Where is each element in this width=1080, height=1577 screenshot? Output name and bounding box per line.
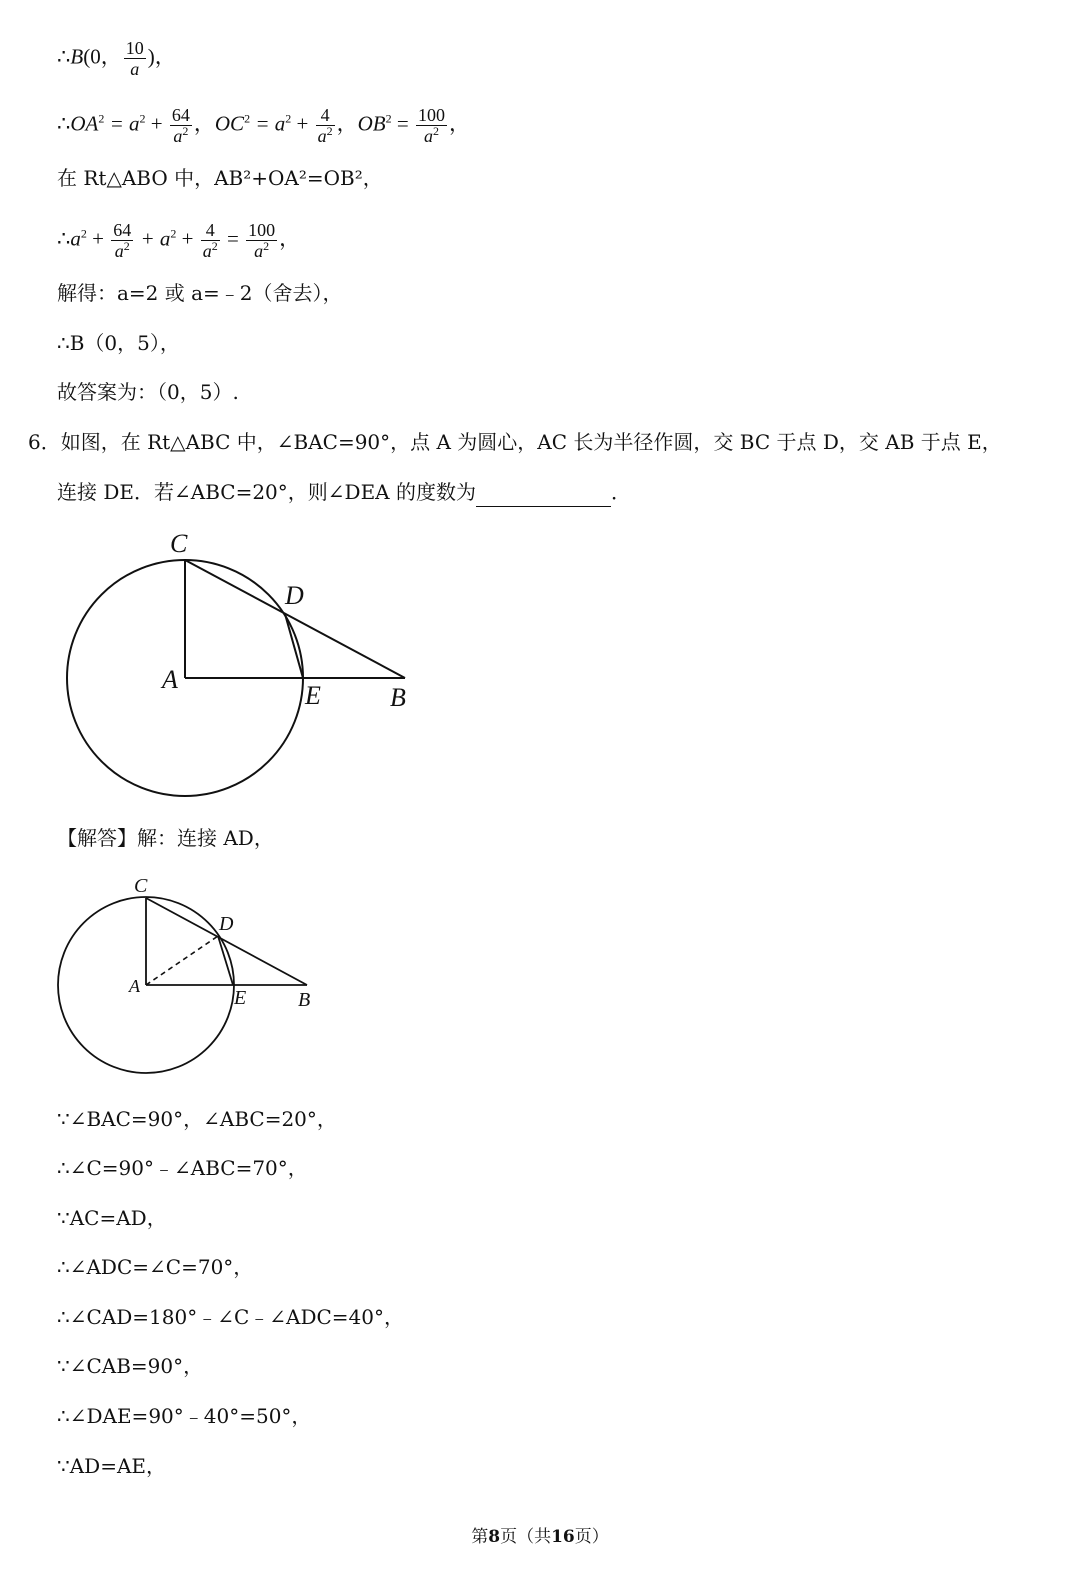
line-equation: $\therefore a^2$ + $\frac{64}{a^2}$ + $a^2$ + $\frac{4}{a^2}$ = $\frac{100}{a^2}$ ， [57,220,301,261]
answer-intro: 【解答】解：连接 AD， [57,826,274,850]
plus: + [291,111,314,136]
answer-blank [476,484,611,507]
page-footer [0,1522,1080,1547]
footer-suffix: 页） [574,1527,609,1547]
separator: ， [336,111,358,136]
question-text: 如图，在 Rt△ABC 中，∠BAC=90°，点 A 为圆心，AC 长为半径作圆，交 BC 于点 D，交 AB 于点 E， [60,430,1002,454]
a: a [70,226,81,251]
question-text: 连接 DE．若∠ABC=20°，则∠DEA 的度数为 [57,480,476,504]
therefore-symbol: ∴ [57,226,71,251]
plus: + [176,226,199,251]
numerator: 4 [316,105,335,126]
label-c: C [170,529,188,558]
fraction-4-over-a2: $\frac{4}{a^2}$ [202,220,218,261]
line-distances: $\therefore OA^2 = a^2$ + $\frac{64}{a^2}$ ，$OC^2 = a^2$ + $\frac{4}{a^2}$ ，$OB^2$ = $\frac{100}{a^2}$ ， [57,105,470,146]
footer-total-pages: 16 [551,1527,575,1547]
segment-cb [185,560,405,678]
line-b-result: ∴B（0，5）， [57,331,180,355]
fraction-64-over-a2: $\frac{64}{a^2}$ [113,220,132,261]
solution-step-1: ∵∠BAC=90°，∠ABC=20°， [57,1107,337,1131]
therefore-symbol: ∴ [57,44,71,69]
line-answer: 故答案为：（0，5）. [57,380,239,404]
numerator: 100 [417,105,445,125]
fraction-4-over-a2: $\frac{4}{a^2}$ [317,105,333,146]
question-end: ． [610,480,631,504]
solution-step-5: ∴∠CAD=180°﹣∠C﹣∠ADC=40°， [57,1305,405,1329]
denominator: a [202,241,212,261]
solution-step-4: ∴∠ADC=∠C=70°， [57,1255,254,1279]
open-paren: (0， [83,44,122,69]
question-6-line-1 [28,427,1002,457]
eq: = [221,226,245,251]
question-number: 6． [28,430,61,454]
line-solve: 解得：a=2 或 a=﹣2（舍去）， [57,281,343,305]
oc: OC [214,111,245,136]
label-a: A [162,665,178,694]
segment-de [285,614,303,678]
line-end: ， [448,111,470,136]
solution-step-8: ∵AD=AE， [57,1454,167,1478]
line-pythagoras: 在 Rt△ABO 中，AB²+OA²=OB²， [57,166,383,190]
label-d: D [219,913,234,935]
denominator: a [317,126,327,146]
figure-1-circle-triangle [40,520,440,810]
denominator: a [130,59,140,79]
label-e: E [305,681,321,710]
line-end: ， [279,226,301,251]
solution-step-2: ∴∠C=90°﹣∠ABC=70°， [57,1156,308,1180]
denominator: a [423,126,433,146]
footer-page-number: 8 [488,1527,501,1547]
label-c: C [134,875,148,897]
numerator: 64 [171,105,190,125]
separator: ， [193,111,215,136]
question-6-line-2 [57,477,631,507]
label-b: B [298,989,311,1011]
plus: + [86,226,110,251]
label-d: D [285,581,304,610]
solution-step-3: ∵AC=AD， [57,1206,167,1230]
fraction-100-over-a2: $\frac{100}{a^2}$ [417,105,445,146]
ob: OB [357,111,386,136]
denominator: a [173,126,183,146]
point-b: B [70,44,84,69]
footer-prefix: 第 [471,1527,489,1547]
close-paren: )， [147,44,176,69]
line-b-coordinate [57,38,176,79]
fraction-100-over-a2: $\frac{100}{a^2}$ [248,220,276,261]
numerator: 4 [201,220,220,241]
fraction-10-over-a [124,38,146,79]
denominator: a [254,241,264,261]
label-e: E [234,987,247,1009]
label-b: B [390,683,406,712]
eq: = a [104,111,140,136]
label-a: A [129,976,140,996]
figure-2-circle-triangle-ad [45,868,335,1078]
numerator: 10 [125,38,144,58]
plus: + [145,111,168,136]
footer-middle: 页（共 [500,1527,552,1547]
numerator: 100 [248,220,276,240]
segment-cb [146,898,307,985]
denominator: a [114,241,124,261]
solution-step-7: ∴∠DAE=90°﹣40°=50°， [57,1404,312,1428]
fraction-64-over-a2: $\frac{64}{a^2}$ [171,105,190,146]
eq: = [391,111,414,136]
solution-step-6: ∵∠CAB=90°， [57,1354,204,1378]
plus-a: + a [135,226,171,251]
segment-ad-dashed [146,936,218,985]
eq: = a [250,111,286,136]
numerator: 64 [113,220,132,240]
therefore-symbol: ∴ [57,111,71,136]
oa: OA [70,111,99,136]
